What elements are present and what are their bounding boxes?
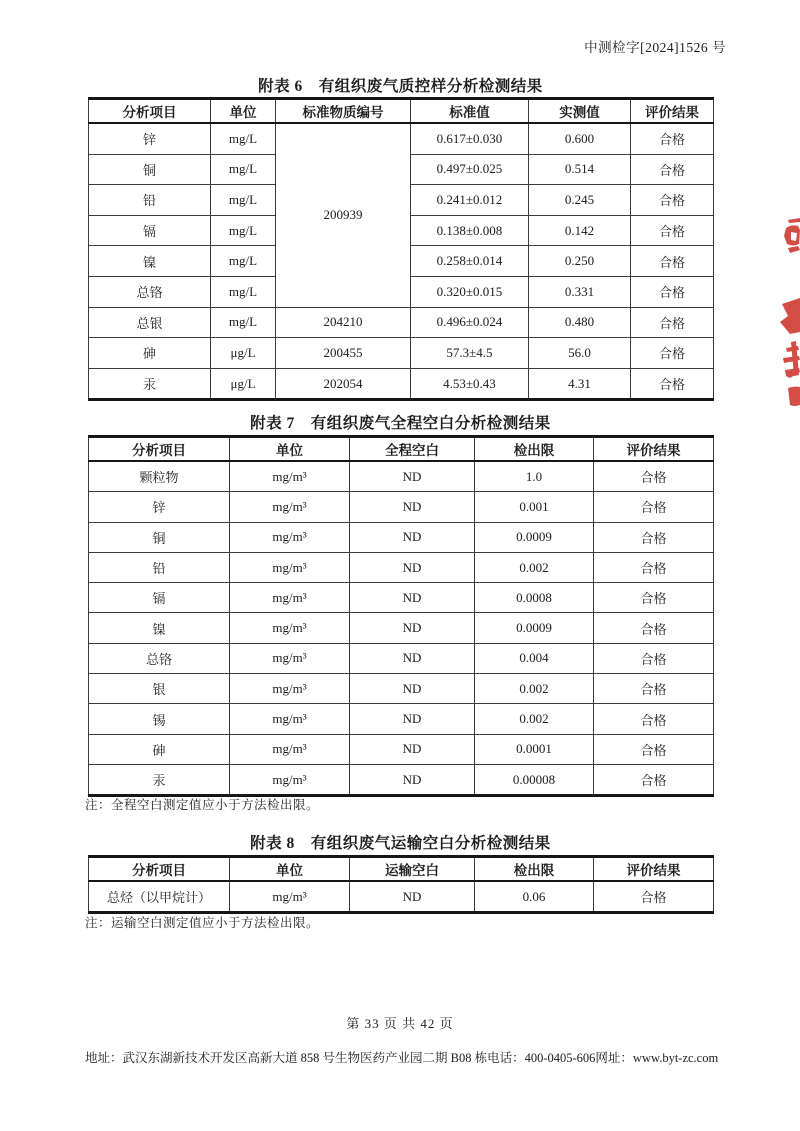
cell-unit: mg/m³ (230, 583, 350, 613)
cell-limit: 0.002 (475, 674, 594, 704)
table-header-row (89, 437, 714, 462)
qc-sample-results-table (88, 97, 714, 401)
cell-meas: 0.142 (529, 215, 631, 246)
column-header-result: 评价结果 (594, 437, 714, 462)
cell-unit: mg/m³ (230, 492, 350, 522)
cell-meas: 0.245 (529, 185, 631, 216)
cell-limit: 1.0 (475, 461, 594, 492)
cell-result: 合格 (594, 583, 714, 613)
cell-blank: ND (350, 552, 475, 582)
cell-meas: 0.514 (529, 154, 631, 185)
cell-blank: ND (350, 764, 475, 795)
cell-blank: ND (350, 704, 475, 734)
cell-blank: ND (350, 613, 475, 643)
cell-blank: ND (350, 522, 475, 552)
table-row (89, 643, 714, 673)
table-row (89, 368, 714, 400)
cell-blank: ND (350, 734, 475, 764)
cell-limit: 0.00008 (475, 764, 594, 795)
document-number: 中测检字[2024]1526 号 (584, 40, 726, 55)
cell-result: 合格 (594, 643, 714, 673)
column-header-unit: 单位 (230, 857, 350, 882)
table-row (89, 613, 714, 643)
footer-website: 网址：www.byt-zc.com (595, 1051, 719, 1065)
column-header-blank: 全程空白 (350, 437, 475, 462)
cell-unit: mg/m³ (230, 764, 350, 795)
cell-unit: mg/L (211, 307, 276, 338)
table-row (89, 123, 714, 154)
cell-result: 合格 (594, 704, 714, 734)
table7-note: 注：全程空白测定值应小于方法检出限。 (85, 798, 320, 812)
cell-meas: 0.331 (529, 276, 631, 307)
cell-item: 铅 (89, 185, 211, 216)
footer-address: 地址：武汉东湖新技术开发区高新大道 858 号生物医药产业园二期 B08 栋 (85, 1051, 488, 1065)
cell-limit: 0.002 (475, 552, 594, 582)
cell-ref: 204210 (276, 307, 411, 338)
cell-item: 汞 (89, 764, 230, 795)
cell-result: 合格 (631, 215, 714, 246)
cell-ref: 200455 (276, 338, 411, 369)
cell-result: 合格 (594, 764, 714, 795)
table-row (89, 461, 714, 492)
column-header-item: 分析项目 (89, 857, 230, 882)
cell-result: 合格 (631, 123, 714, 154)
cell-result: 合格 (594, 461, 714, 492)
cell-result: 合格 (594, 492, 714, 522)
table-row (89, 492, 714, 522)
footer-contact-row (85, 1048, 717, 1066)
column-header-meas: 实测值 (529, 99, 631, 124)
column-header-item: 分析项目 (89, 437, 230, 462)
cell-std: 0.496±0.024 (411, 307, 529, 338)
cell-blank: ND (350, 492, 475, 522)
cell-blank: ND (350, 674, 475, 704)
column-header-result: 评价结果 (594, 857, 714, 882)
column-header-unit: 单位 (211, 99, 276, 124)
cell-result: 合格 (631, 276, 714, 307)
cell-result: 合格 (594, 881, 714, 913)
cell-unit: mg/m³ (230, 734, 350, 764)
cell-meas: 0.480 (529, 307, 631, 338)
cell-std: 0.320±0.015 (411, 276, 529, 307)
cell-item: 铜 (89, 154, 211, 185)
cell-unit: mg/m³ (230, 704, 350, 734)
column-header-limit: 检出限 (475, 857, 594, 882)
cell-unit: mg/m³ (230, 522, 350, 552)
full-process-blank-table (88, 435, 714, 797)
cell-item: 砷 (89, 734, 230, 764)
table-row (89, 704, 714, 734)
column-header-std: 标准值 (411, 99, 529, 124)
cell-blank: ND (350, 881, 475, 913)
cell-unit: mg/L (211, 246, 276, 277)
cell-result: 合格 (631, 246, 714, 277)
cell-item: 锡 (89, 704, 230, 734)
cell-unit: mg/m³ (230, 674, 350, 704)
cell-limit: 0.0008 (475, 583, 594, 613)
cell-unit: mg/L (211, 276, 276, 307)
cell-limit: 0.004 (475, 643, 594, 673)
table-header-row (89, 857, 714, 882)
cell-std: 0.138±0.008 (411, 215, 529, 246)
table7-title: 附表 7 有组织废气全程空白分析检测结果 (250, 415, 551, 432)
cell-item: 锌 (89, 492, 230, 522)
cell-item: 砷 (89, 338, 211, 369)
cell-item: 镉 (89, 215, 211, 246)
cell-std: 4.53±0.43 (411, 368, 529, 400)
column-header-blank: 运输空白 (350, 857, 475, 882)
table8-title: 附表 8 有组织废气运输空白分析检测结果 (250, 835, 551, 852)
cell-unit: mg/m³ (230, 461, 350, 492)
transport-blank-table (88, 855, 714, 914)
cell-std: 0.617±0.030 (411, 123, 529, 154)
cell-std: 0.258±0.014 (411, 246, 529, 277)
cell-blank: ND (350, 583, 475, 613)
page-number: 第 33 页 共 42 页 (346, 1016, 454, 1031)
cell-item: 总烃（以甲烷计） (89, 881, 230, 913)
column-header-unit: 单位 (230, 437, 350, 462)
cell-result: 合格 (594, 734, 714, 764)
table-row (89, 338, 714, 369)
column-header-limit: 检出限 (475, 437, 594, 462)
cell-ref: 200939 (276, 123, 411, 307)
cell-unit: mg/L (211, 154, 276, 185)
cell-meas: 4.31 (529, 368, 631, 400)
cell-result: 合格 (594, 552, 714, 582)
table-row (89, 552, 714, 582)
table6-title: 附表 6 有组织废气质控样分析检测结果 (258, 78, 543, 95)
cell-result: 合格 (594, 613, 714, 643)
cell-unit: mg/m³ (230, 613, 350, 643)
cell-limit: 0.002 (475, 704, 594, 734)
cell-item: 镉 (89, 583, 230, 613)
cell-unit: mg/m³ (230, 643, 350, 673)
cell-limit: 0.0009 (475, 522, 594, 552)
cell-unit: mg/L (211, 215, 276, 246)
cell-result: 合格 (631, 338, 714, 369)
cell-result: 合格 (631, 185, 714, 216)
cell-result: 合格 (631, 368, 714, 400)
table-row (89, 674, 714, 704)
table-header-row (89, 99, 714, 124)
cell-item: 铅 (89, 552, 230, 582)
table-row (89, 307, 714, 338)
cell-result: 合格 (631, 307, 714, 338)
cell-result: 合格 (594, 522, 714, 552)
cell-unit: μg/L (211, 368, 276, 400)
cell-meas: 0.600 (529, 123, 631, 154)
table8-note: 注：运输空白测定值应小于方法检出限。 (85, 916, 320, 930)
cell-item: 颗粒物 (89, 461, 230, 492)
cell-item: 镍 (89, 613, 230, 643)
column-header-item: 分析项目 (89, 99, 211, 124)
cell-item: 锌 (89, 123, 211, 154)
cell-std: 57.3±4.5 (411, 338, 529, 369)
cell-limit: 0.001 (475, 492, 594, 522)
table-row (89, 522, 714, 552)
table-row (89, 881, 714, 913)
cell-blank: ND (350, 461, 475, 492)
cell-blank: ND (350, 643, 475, 673)
table-row (89, 583, 714, 613)
cell-unit: mg/m³ (230, 552, 350, 582)
cell-result: 合格 (631, 154, 714, 185)
cell-unit: mg/m³ (230, 881, 350, 913)
cell-ref: 202054 (276, 368, 411, 400)
cell-std: 0.241±0.012 (411, 185, 529, 216)
cell-result: 合格 (594, 674, 714, 704)
cell-unit: mg/L (211, 185, 276, 216)
cell-limit: 0.0001 (475, 734, 594, 764)
cell-limit: 0.0009 (475, 613, 594, 643)
cell-item: 汞 (89, 368, 211, 400)
table-row (89, 764, 714, 795)
cell-item: 铜 (89, 522, 230, 552)
cell-std: 0.497±0.025 (411, 154, 529, 185)
cell-unit: mg/L (211, 123, 276, 154)
footer-phone: 电话：400-0405-606 (487, 1051, 596, 1065)
column-header-result: 评价结果 (631, 99, 714, 124)
cell-limit: 0.06 (475, 881, 594, 913)
cell-item: 总银 (89, 307, 211, 338)
cell-meas: 56.0 (529, 338, 631, 369)
cell-item: 镍 (89, 246, 211, 277)
cell-unit: μg/L (211, 338, 276, 369)
cell-item: 银 (89, 674, 230, 704)
cell-item: 总铬 (89, 643, 230, 673)
column-header-ref: 标准物质编号 (276, 99, 411, 124)
cell-item: 总铬 (89, 276, 211, 307)
table-row (89, 734, 714, 764)
cell-meas: 0.250 (529, 246, 631, 277)
red-seal-fragment-icon (774, 212, 800, 408)
